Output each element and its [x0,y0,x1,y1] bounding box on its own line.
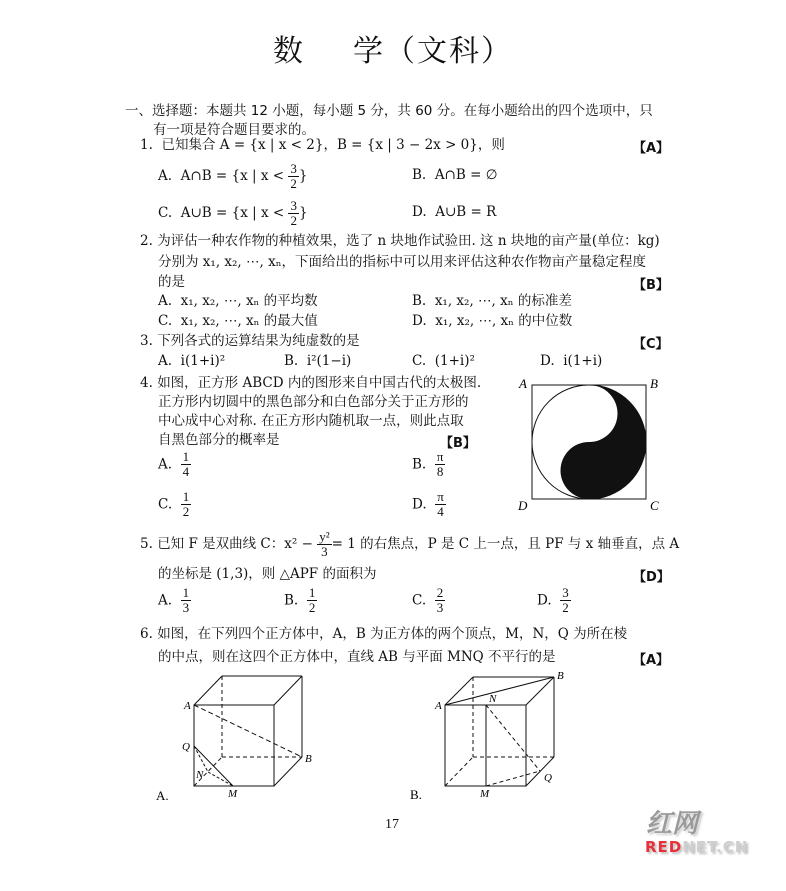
svg-text:A.: A. [156,788,169,803]
question-number: 1. [140,137,153,153]
page-title: 数 学（文科） [273,34,513,69]
option-a: A. $\frac{1}{3}$ [158,585,190,615]
question-5-line2: 的坐标是 (1,3)，则 △APF 的面积为 [158,566,377,582]
svg-text:A: A [184,700,191,712]
question-5: 5. 已知 F 是双曲线 C：x² − $\frac{\text{y²}}{3}$ = 1 的右焦点，P 是 C 上一点，且 PF 与 x 轴垂直，点 A [140,529,680,559]
svg-text:N: N [196,769,204,781]
cube-diagram-icon [400,665,590,805]
option-d: D. A∪B = R [412,204,497,220]
question-stem: 已知集合 A = {x | x < 2}，B = {x | 3 − 2x > 0}，则 [161,137,505,153]
option-b: B. x₁, x₂, ⋯, xₙ 的标准差 [412,293,572,309]
svg-text:N: N [489,693,497,705]
cube-figure-a [150,670,330,805]
option-d: D. $\frac{\pi}{4}$ [412,489,444,519]
option-d: D. i(1+i) [540,353,603,369]
svg-text:D: D [518,498,528,513]
section-heading-cont: 有一项是符合题目要求的。 [153,122,315,138]
svg-text:Q: Q [182,741,190,753]
svg-text:A: A [435,700,442,712]
svg-text:C: C [650,498,659,513]
svg-text:B: B [305,753,312,765]
fraction: $\frac{3}{2}$ [290,198,297,228]
taiji-diagram-icon [515,372,665,517]
answer-badge: 【B】 [633,278,669,293]
question-2: 2. 为评估一种农作物的种植效果，选了 n 块地作试验田. 这 n 块地的亩产量(单位：kg) [140,233,660,249]
question-4-line4: 自黑色部分的概率是 [158,432,280,448]
answer-badge: 【D】 [633,570,670,585]
question-2-line2: 分别为 x₁, x₂, ⋯, xₙ，下面给出的指标中可以用来评估这种农作物亩产量稳定程度 [158,254,647,270]
option-d: D. x₁, x₂, ⋯, xₙ 的中位数 [412,313,573,329]
svg-text:M: M [480,788,490,800]
cube-diagram-icon [150,670,330,805]
svg-text:B.: B. [410,787,422,802]
svg-text:A: A [519,376,527,391]
fraction: $\frac{3}{2}$ [290,161,297,191]
question-4-line3: 中心成中心对称. 在正方形内随机取一点，则此点取 [158,413,464,429]
option-a: A. i(1+i)² [158,353,226,369]
option-d: D. $\frac{3}{2}$ [537,585,569,615]
option-b: B. $\frac{1}{2}$ [284,585,316,615]
option-b: B. $\frac{\pi}{8}$ [412,449,444,479]
question-2-line3: 的是 [158,274,185,290]
option-c: C. $\frac{2}{3}$ [412,585,444,615]
question-6-line2: 的中点，则在这四个正方体中，直线 AB 与平面 MNQ 不平行的是 [158,649,556,665]
option-a: A. x₁, x₂, ⋯, xₙ 的平均数 [158,293,318,309]
question-4: 4. 如图，正方形 ABCD 内的图形来自中国古代的太极图. [140,375,482,391]
page-number: 17 [385,817,399,832]
question-6: 6. 如图，在下列四个正方体中，A，B 为正方体的两个顶点，M，N，Q 为所在棱 [140,626,628,642]
svg-text:M: M [228,788,238,800]
svg-text:B: B [557,670,564,682]
question-4-line2: 正方形内切圆中的黑色部分和白色部分关于正方形的 [158,394,469,410]
section-heading: 一、选择题：本题共 12 小题，每小题 5 分，共 60 分。在每小题给出的四个选项中，只 [125,103,653,119]
option-c: C. $\frac{1}{2}$ [158,489,190,519]
svg-text:B: B [650,376,658,391]
cube-figure-b [400,665,590,805]
answer-badge: 【A】 [633,141,670,156]
option-a: A. $\frac{1}{4}$ [158,449,190,479]
question-3: 3. 下列各式的运算结果为纯虚数的是 [140,333,360,349]
option-c: C. x₁, x₂, ⋯, xₙ 的最大值 [158,313,318,329]
option-b: B. A∩B = ∅ [412,167,498,183]
answer-badge: 【B】 [440,436,476,451]
answer-badge: 【A】 [633,653,670,668]
option-c: C. (1+i)² [412,353,475,369]
option-b: B. i²(1−i) [284,353,352,369]
option-c: C. A∪B = {x | x < $\frac{3}{2}$ } [158,198,308,228]
question-1 [140,135,505,155]
watermark-logo: 红网 [646,809,699,839]
answer-badge: 【C】 [633,337,669,352]
watermark-text: REDNET.CN [645,838,749,856]
taiji-figure [515,372,665,517]
option-a: A. A∩B = {x | x < $\frac{3}{2}$ } [158,161,308,191]
svg-text:Q: Q [544,772,552,784]
